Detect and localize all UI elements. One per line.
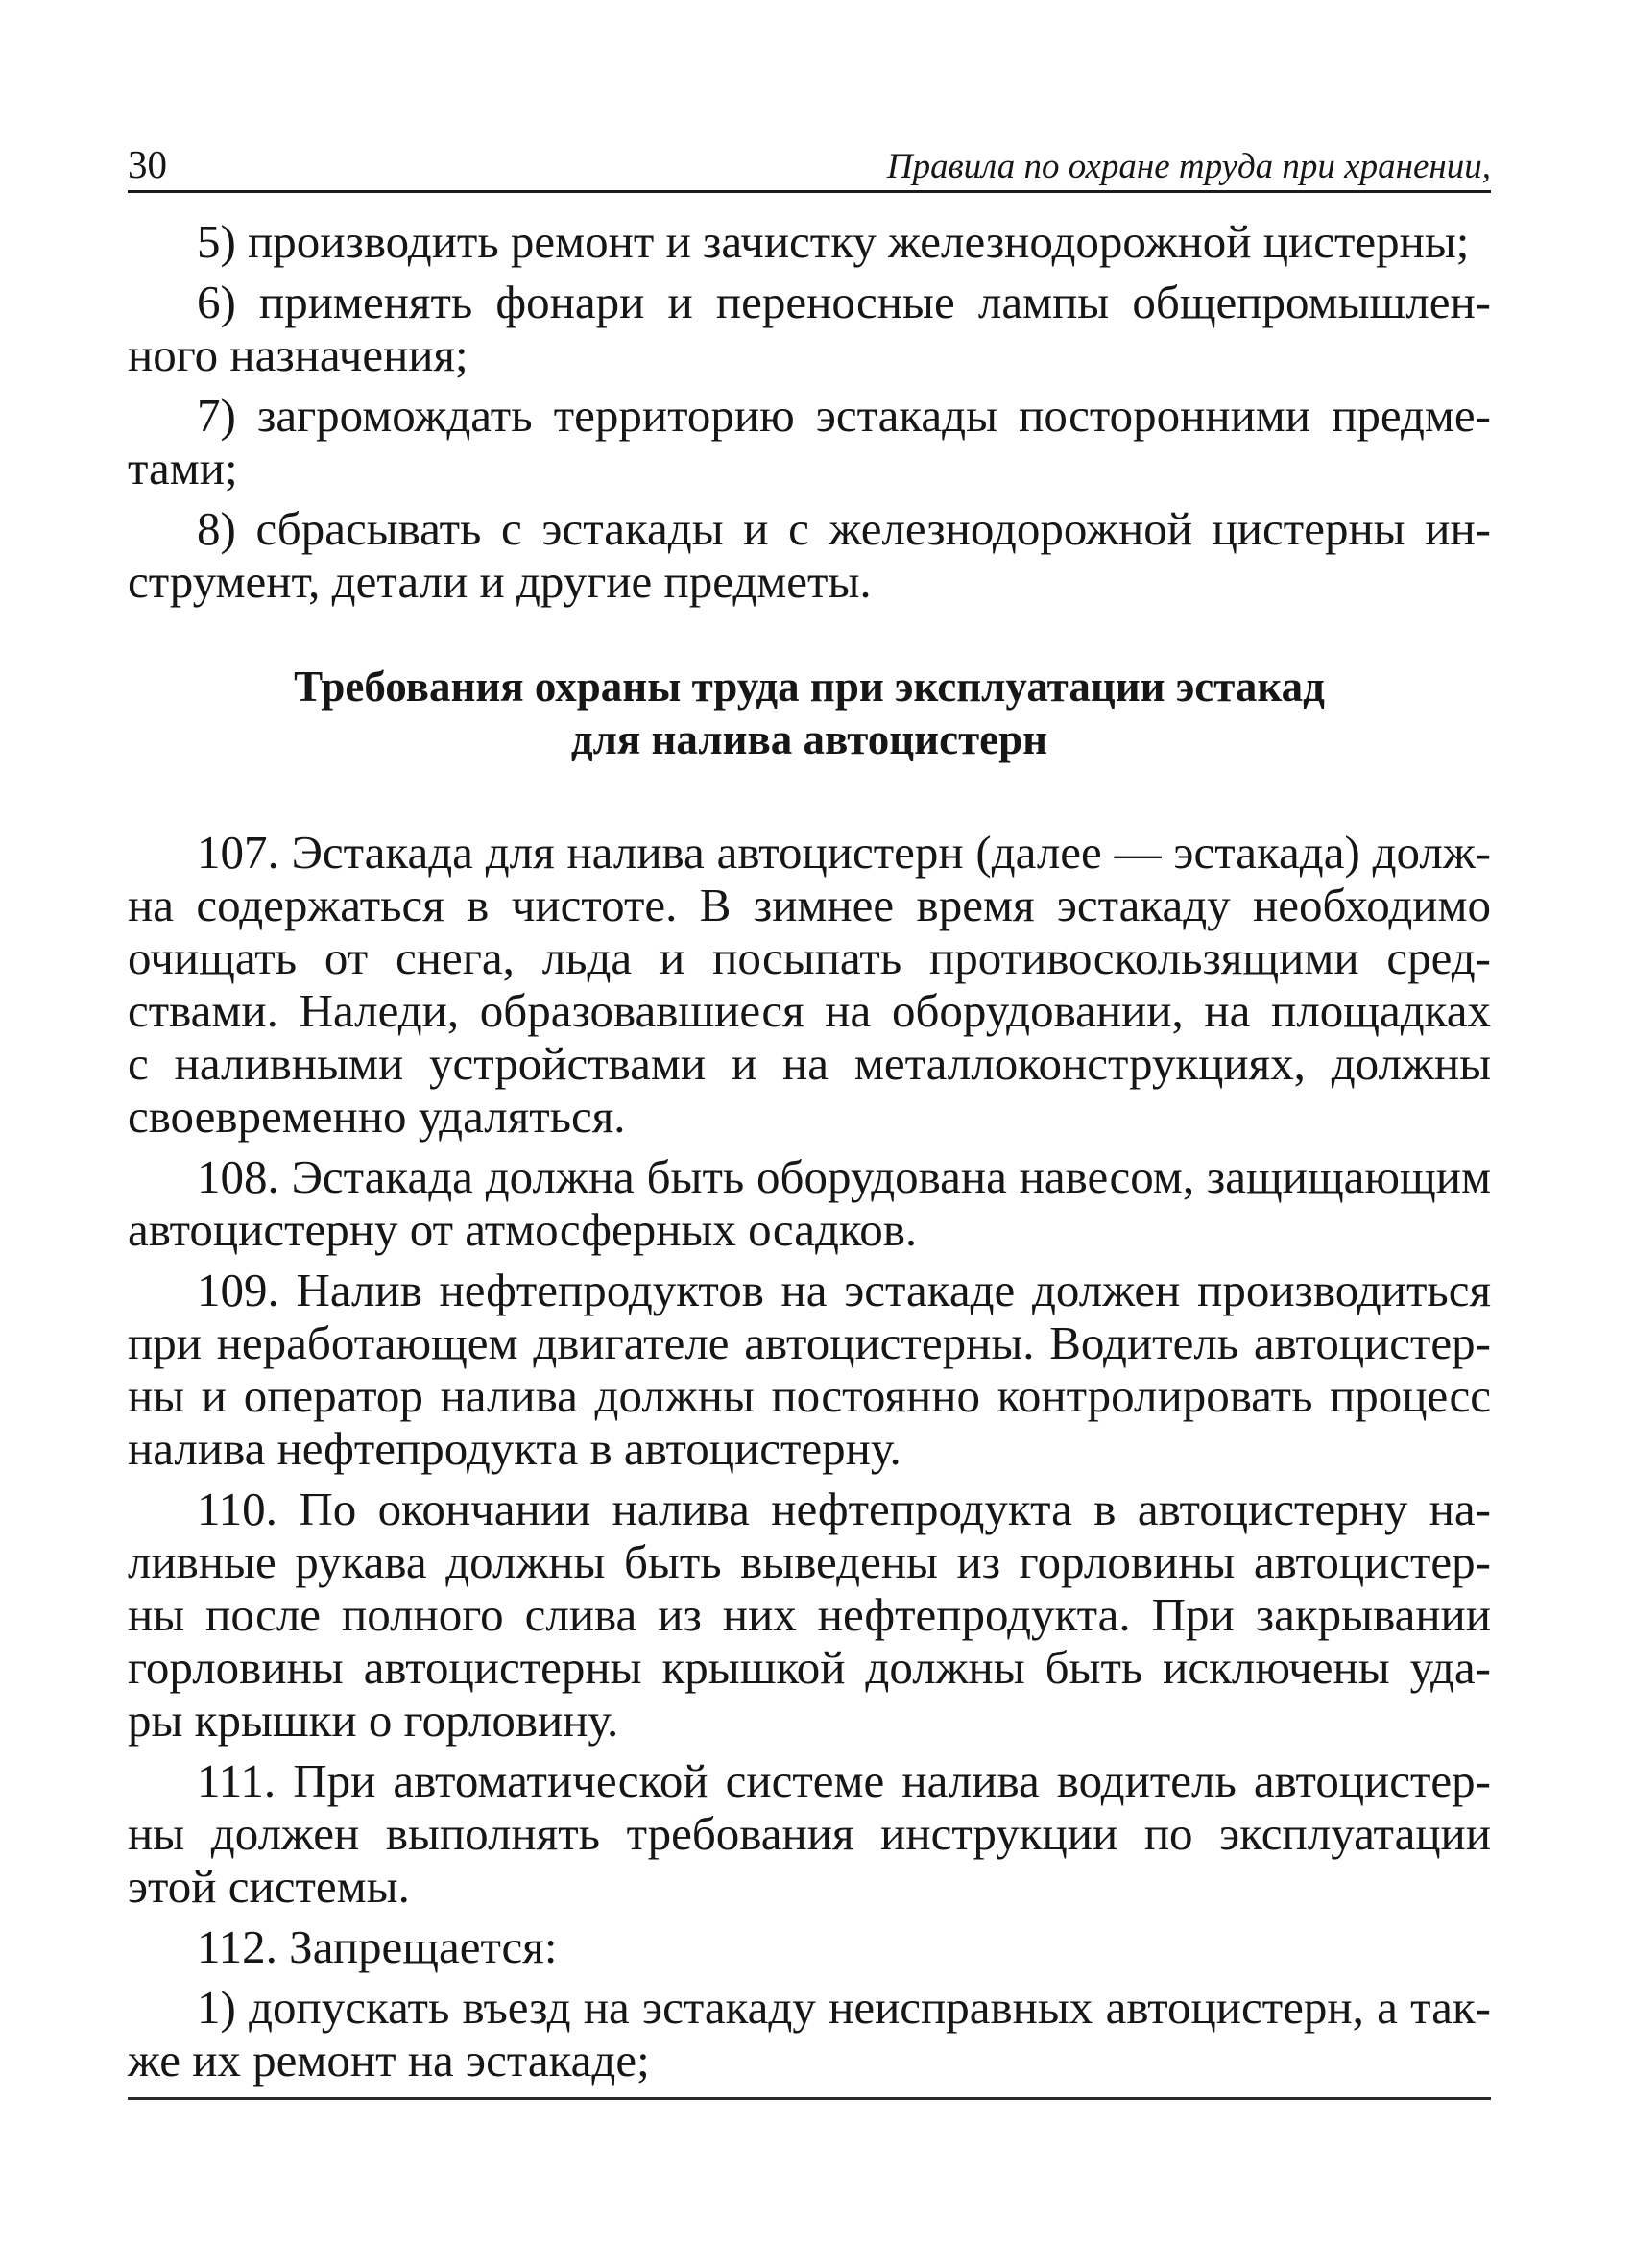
text-line: при неработающем двигателе автоцистерны. Водитель автоцистер- (128, 1316, 1491, 1369)
document-page (128, 133, 1491, 2094)
paragraph (128, 1264, 1491, 1475)
text-line: 107. Эстакада для налива автоцистерн (далее — эстакада) долж- (197, 826, 1491, 879)
paragraph (128, 826, 1491, 1143)
bottom-paragraphs (128, 826, 1491, 2087)
bottom-rule (128, 2097, 1491, 2100)
section-heading (128, 661, 1491, 766)
paragraph (128, 1981, 1491, 2087)
paragraph (128, 1754, 1491, 1913)
text-line: ливные рукава должны быть выведены из горловины автоцистер- (128, 1535, 1491, 1588)
text-line: 7) загромождать территорию эстакады посторонними предме- (197, 389, 1491, 442)
text-line: на содержаться в чистоте. В зимнее время эстакаду необходимо (128, 879, 1491, 931)
text-line: ны должен выполнять требования инструкции по эксплуатации (128, 1807, 1491, 1860)
paragraph (128, 276, 1491, 381)
text-line: 110. По окончании налива нефтепродукта в автоцистерну на- (197, 1483, 1491, 1535)
text-line: автоцистерну от атмосферных осадков. (128, 1203, 918, 1256)
paragraph (128, 1150, 1491, 1256)
text-line: очищать от снега, льда и посыпать противоскользящими сред- (128, 931, 1491, 984)
paragraph (128, 389, 1491, 495)
text-line: 111. При автоматической системе налива водитель автоцистер- (197, 1754, 1491, 1807)
text-line: 6) применять фонари и переносные лампы общепромышлен- (197, 276, 1491, 328)
text-line: же их ремонт на эстакаде; (128, 2034, 650, 2087)
text-line: 112. Запрещается: (197, 1920, 558, 1973)
running-header (128, 133, 1491, 193)
page-body (128, 215, 1491, 2087)
text-line: с наливными устройствами и на металлоконструкциях, должны (128, 1037, 1491, 1090)
page-number: 30 (128, 142, 167, 186)
top-paragraphs (128, 215, 1491, 608)
text-line: 8) сбрасывать с эстакады и с железнодорожной цистерны ин- (197, 502, 1491, 555)
text-line: горловины автоцистерны крышкой должны быть исключены уда- (128, 1641, 1491, 1694)
text-line: 1) допускать въезд на эстакаду неисправных автоцистерн, а так- (197, 1981, 1491, 2034)
text-line: ны после полного слива из них нефтепродукта. При закрывании (128, 1588, 1491, 1641)
heading-line: Требования охраны труда при эксплуатации эстакад (294, 663, 1325, 711)
text-line: ствами. Наледи, образовавшиеся на оборудовании, на площадках (128, 984, 1491, 1037)
paragraph (128, 502, 1491, 608)
text-line: налива нефтепродукта в автоцистерну. (128, 1422, 901, 1475)
text-line: этой системы. (128, 1860, 410, 1913)
paragraph (128, 215, 1491, 268)
text-line: тами; (128, 442, 238, 495)
text-line: ны и оператор налива должны постоянно контролировать процесс (128, 1369, 1491, 1422)
heading-line: для налива автоцистерн (570, 715, 1048, 763)
text-line: ного назначения; (128, 328, 468, 381)
text-line: 108. Эстакада должна быть оборудована навесом, защищающим (197, 1150, 1491, 1203)
paragraph (128, 1920, 1491, 1973)
text-line: своевременно удаляться. (128, 1090, 626, 1143)
paragraph (128, 1483, 1491, 1747)
text-line: 109. Налив нефтепродуктов на эстакаде должен производиться (197, 1264, 1491, 1316)
text-line: 5) производить ремонт и зачистку железнодорожной цистерны; (197, 215, 1470, 268)
text-line: струмент, детали и другие предметы. (128, 555, 872, 608)
text-line: ры крышки о горловину. (128, 1694, 619, 1747)
running-title: Правила по охране труда при хранении, (886, 147, 1491, 186)
